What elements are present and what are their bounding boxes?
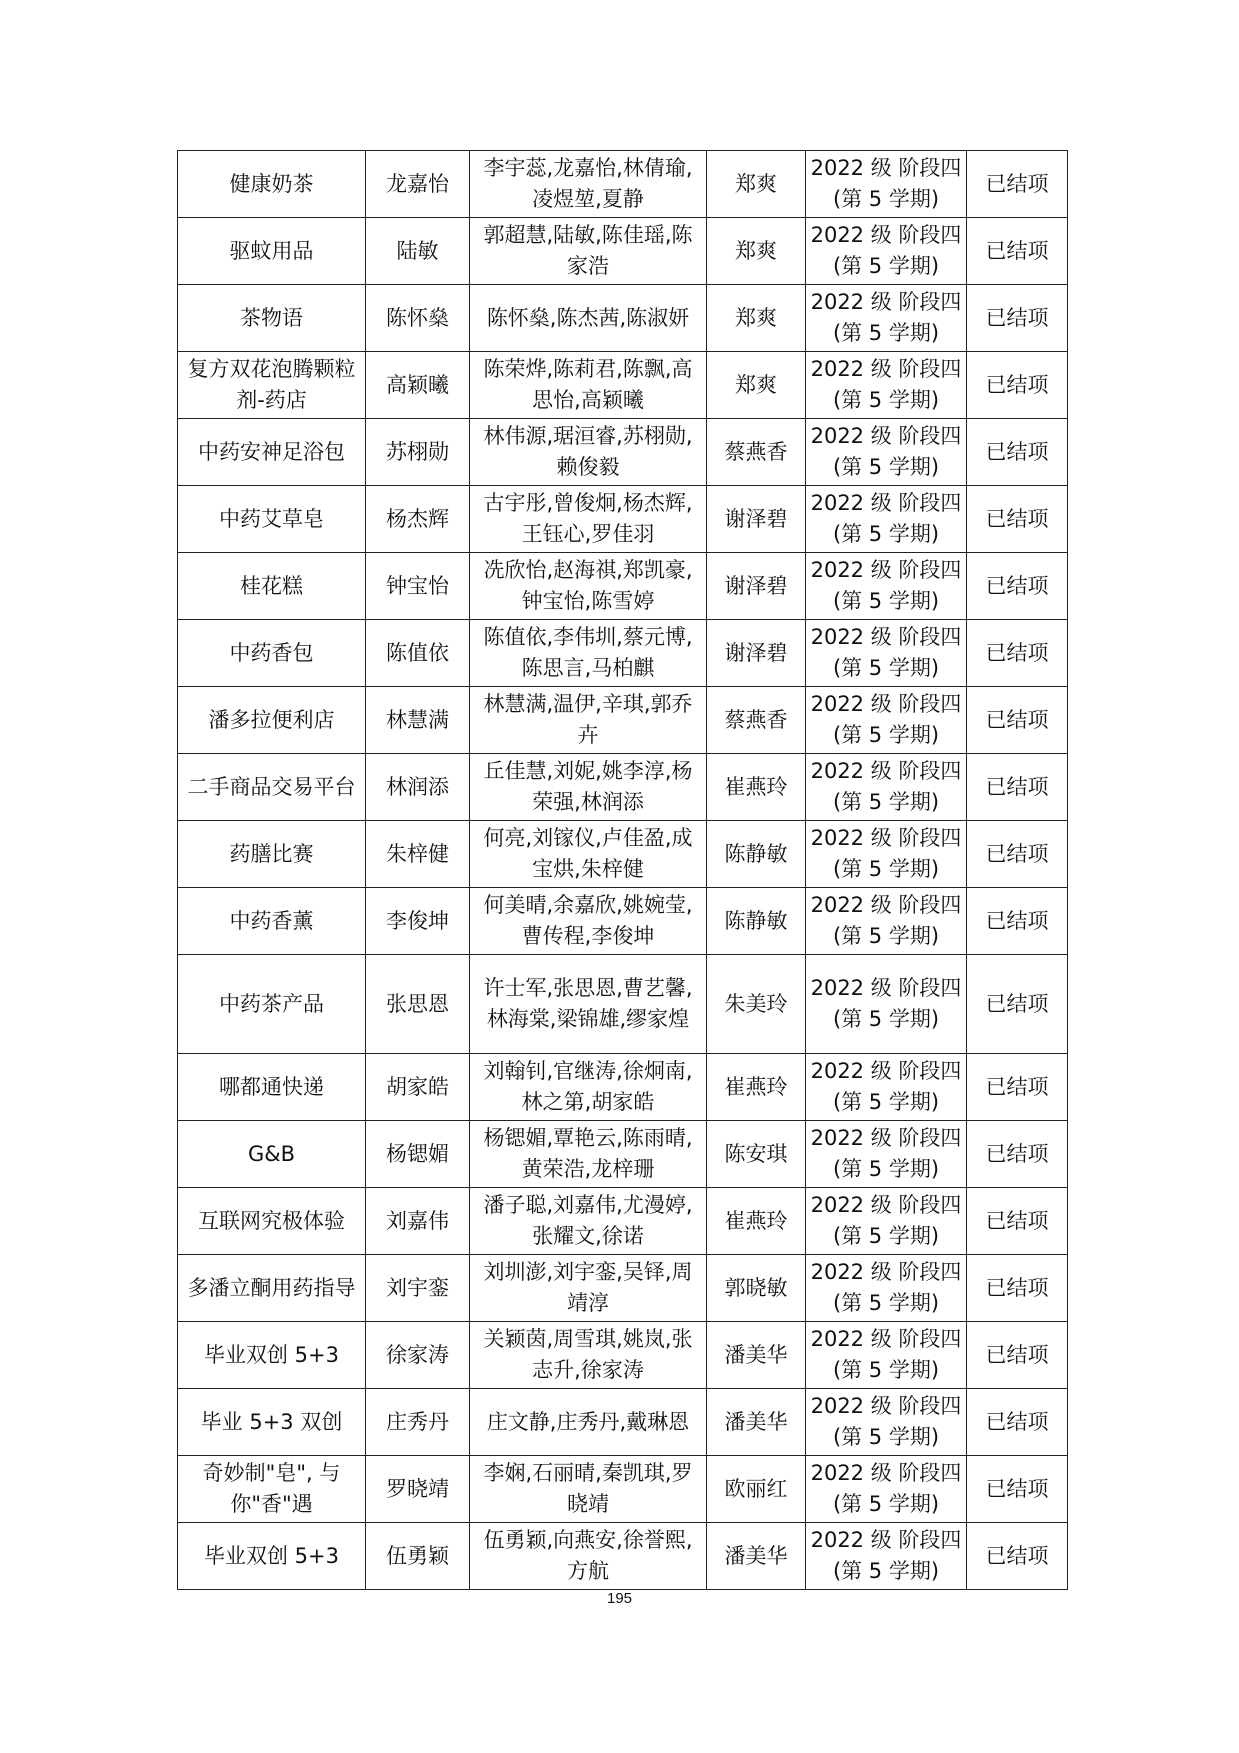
members-cell: 关颖茵,周雪琪,姚岚,张志升,徐家涛 [470,1322,707,1389]
stage-cell: 2022 级 阶段四(第 5 学期) [806,888,967,955]
leader-cell: 陈值依 [366,620,470,687]
advisor-cell: 谢泽碧 [707,486,806,553]
status-cell: 已结项 [967,1523,1068,1590]
members-cell: 何美晴,余嘉欣,姚婉莹,曹传程,李俊坤 [470,888,707,955]
leader-cell: 杨杰辉 [366,486,470,553]
members-cell: 李宇蕊,龙嘉怡,林倩瑜,凌煜堃,夏静 [470,151,707,218]
stage-cell: 2022 级 阶段四(第 5 学期) [806,1523,967,1590]
table-row [178,1456,1068,1523]
table-row [178,218,1068,285]
table-row [178,1255,1068,1322]
project-name-cell: 哪都通快递 [178,1054,366,1121]
project-name-cell: 中药艾草皂 [178,486,366,553]
table-row [178,620,1068,687]
project-name-cell: 潘多拉便利店 [178,687,366,754]
advisor-cell: 陈静敏 [707,821,806,888]
project-name-cell: 驱蚊用品 [178,218,366,285]
advisor-cell: 谢泽碧 [707,553,806,620]
status-cell: 已结项 [967,1188,1068,1255]
table-row [178,1322,1068,1389]
status-cell: 已结项 [967,1255,1068,1322]
project-name-cell: G&B [178,1121,366,1188]
leader-cell: 庄秀丹 [366,1389,470,1456]
leader-cell: 钟宝怡 [366,553,470,620]
stage-cell: 2022 级 阶段四(第 5 学期) [806,285,967,352]
advisor-cell: 郑爽 [707,352,806,419]
project-name-cell: 复方双花泡腾颗粒剂-药店 [178,352,366,419]
project-name-cell: 毕业 5+3 双创 [178,1389,366,1456]
leader-cell: 刘宇銮 [366,1255,470,1322]
stage-cell: 2022 级 阶段四(第 5 学期) [806,352,967,419]
stage-cell: 2022 级 阶段四(第 5 学期) [806,687,967,754]
project-name-cell: 茶物语 [178,285,366,352]
stage-cell: 2022 级 阶段四(第 5 学期) [806,553,967,620]
stage-cell: 2022 级 阶段四(第 5 学期) [806,821,967,888]
table-row [178,1389,1068,1456]
status-cell: 已结项 [967,821,1068,888]
table-row [178,486,1068,553]
advisor-cell: 谢泽碧 [707,620,806,687]
stage-cell: 2022 级 阶段四(第 5 学期) [806,955,967,1054]
members-cell: 庄文静,庄秀丹,戴琳恩 [470,1389,707,1456]
advisor-cell: 陈静敏 [707,888,806,955]
members-cell: 林伟源,琚洹睿,苏栩勋,赖俊毅 [470,419,707,486]
stage-cell: 2022 级 阶段四(第 5 学期) [806,1121,967,1188]
members-cell: 林慧满,温伊,辛琪,郭乔卉 [470,687,707,754]
members-cell: 许士军,张思恩,曹艺馨,林海棠,梁锦雄,缪家煌 [470,955,707,1054]
table-row [178,553,1068,620]
advisor-cell: 欧丽红 [707,1456,806,1523]
members-cell: 李娴,石丽晴,秦凯琪,罗晓靖 [470,1456,707,1523]
table-row [178,352,1068,419]
status-cell: 已结项 [967,553,1068,620]
status-cell: 已结项 [967,1121,1068,1188]
leader-cell: 林润添 [366,754,470,821]
project-name-cell: 健康奶茶 [178,151,366,218]
table-row [178,285,1068,352]
table-row [178,151,1068,218]
members-cell: 伍勇颖,向燕安,徐誉熙,方航 [470,1523,707,1590]
leader-cell: 李俊坤 [366,888,470,955]
stage-cell: 2022 级 阶段四(第 5 学期) [806,1188,967,1255]
leader-cell: 朱梓健 [366,821,470,888]
status-cell: 已结项 [967,955,1068,1054]
table-row [178,754,1068,821]
advisor-cell: 蔡燕香 [707,419,806,486]
table-row [178,687,1068,754]
members-cell: 刘翰钊,官继涛,徐炯南,林之第,胡家皓 [470,1054,707,1121]
leader-cell: 杨锶媚 [366,1121,470,1188]
status-cell: 已结项 [967,754,1068,821]
leader-cell: 陆敏 [366,218,470,285]
project-name-cell: 桂花糕 [178,553,366,620]
leader-cell: 陈怀燊 [366,285,470,352]
table-row [178,1523,1068,1590]
project-name-cell: 奇妙制"皂", 与你"香"遇 [178,1456,366,1523]
advisor-cell: 潘美华 [707,1322,806,1389]
table-row [178,1121,1068,1188]
stage-cell: 2022 级 阶段四(第 5 学期) [806,1389,967,1456]
advisor-cell: 郑爽 [707,218,806,285]
stage-cell: 2022 级 阶段四(第 5 学期) [806,486,967,553]
members-cell: 杨锶媚,覃艳云,陈雨晴,黄荣浩,龙梓珊 [470,1121,707,1188]
table-body [178,151,1068,1590]
leader-cell: 罗晓靖 [366,1456,470,1523]
advisor-cell: 郑爽 [707,151,806,218]
leader-cell: 苏栩勋 [366,419,470,486]
leader-cell: 龙嘉怡 [366,151,470,218]
status-cell: 已结项 [967,419,1068,486]
project-table [177,150,1068,1590]
status-cell: 已结项 [967,285,1068,352]
leader-cell: 林慧满 [366,687,470,754]
project-name-cell: 毕业双创 5+3 [178,1322,366,1389]
project-name-cell: 中药香包 [178,620,366,687]
table-row [178,955,1068,1054]
stage-cell: 2022 级 阶段四(第 5 学期) [806,218,967,285]
project-name-cell: 互联网究极体验 [178,1188,366,1255]
project-name-cell: 多潘立酮用药指导 [178,1255,366,1322]
members-cell: 何亮,刘镓仪,卢佳盈,成宝烘,朱梓健 [470,821,707,888]
stage-cell: 2022 级 阶段四(第 5 学期) [806,151,967,218]
project-name-cell: 中药安神足浴包 [178,419,366,486]
status-cell: 已结项 [967,620,1068,687]
table-row [178,888,1068,955]
advisor-cell: 潘美华 [707,1523,806,1590]
members-cell: 冼欣怡,赵海祺,郑凯豪,钟宝怡,陈雪婷 [470,553,707,620]
leader-cell: 高颖曦 [366,352,470,419]
project-name-cell: 二手商品交易平台 [178,754,366,821]
status-cell: 已结项 [967,486,1068,553]
advisor-cell: 崔燕玲 [707,1188,806,1255]
advisor-cell: 崔燕玲 [707,754,806,821]
table-row [178,1054,1068,1121]
table-row [178,419,1068,486]
status-cell: 已结项 [967,1322,1068,1389]
stage-cell: 2022 级 阶段四(第 5 学期) [806,1054,967,1121]
members-cell: 陈值依,李伟圳,蔡元博,陈思言,马柏麒 [470,620,707,687]
members-cell: 郭超慧,陆敏,陈佳瑶,陈家浩 [470,218,707,285]
advisor-cell: 蔡燕香 [707,687,806,754]
members-cell: 丘佳慧,刘妮,姚李淳,杨荣强,林润添 [470,754,707,821]
project-name-cell: 中药茶产品 [178,955,366,1054]
status-cell: 已结项 [967,687,1068,754]
stage-cell: 2022 级 阶段四(第 5 学期) [806,419,967,486]
page-number: 195 [606,1590,633,1607]
status-cell: 已结项 [967,888,1068,955]
members-cell: 潘子聪,刘嘉伟,尤漫婷,张耀文,徐诺 [470,1188,707,1255]
status-cell: 已结项 [967,218,1068,285]
leader-cell: 伍勇颖 [366,1523,470,1590]
table-row [178,821,1068,888]
status-cell: 已结项 [967,352,1068,419]
project-name-cell: 药膳比赛 [178,821,366,888]
advisor-cell: 郑爽 [707,285,806,352]
stage-cell: 2022 级 阶段四(第 5 学期) [806,1322,967,1389]
leader-cell: 张思恩 [366,955,470,1054]
stage-cell: 2022 级 阶段四(第 5 学期) [806,754,967,821]
project-name-cell: 毕业双创 5+3 [178,1523,366,1590]
stage-cell: 2022 级 阶段四(第 5 学期) [806,1456,967,1523]
leader-cell: 胡家皓 [366,1054,470,1121]
advisor-cell: 郭晓敏 [707,1255,806,1322]
leader-cell: 刘嘉伟 [366,1188,470,1255]
status-cell: 已结项 [967,151,1068,218]
status-cell: 已结项 [967,1389,1068,1456]
members-cell: 陈怀燊,陈杰茜,陈淑妍 [470,285,707,352]
advisor-cell: 潘美华 [707,1389,806,1456]
members-cell: 刘圳澎,刘宇銮,吴铎,周靖淳 [470,1255,707,1322]
leader-cell: 徐家涛 [366,1322,470,1389]
members-cell: 陈荣烨,陈莉君,陈飘,高思怡,高颖曦 [470,352,707,419]
status-cell: 已结项 [967,1054,1068,1121]
stage-cell: 2022 级 阶段四(第 5 学期) [806,620,967,687]
advisor-cell: 崔燕玲 [707,1054,806,1121]
table-row [178,1188,1068,1255]
stage-cell: 2022 级 阶段四(第 5 学期) [806,1255,967,1322]
advisor-cell: 朱美玲 [707,955,806,1054]
members-cell: 古宇彤,曾俊炯,杨杰辉,王钰心,罗佳羽 [470,486,707,553]
advisor-cell: 陈安琪 [707,1121,806,1188]
status-cell: 已结项 [967,1456,1068,1523]
project-name-cell: 中药香薰 [178,888,366,955]
